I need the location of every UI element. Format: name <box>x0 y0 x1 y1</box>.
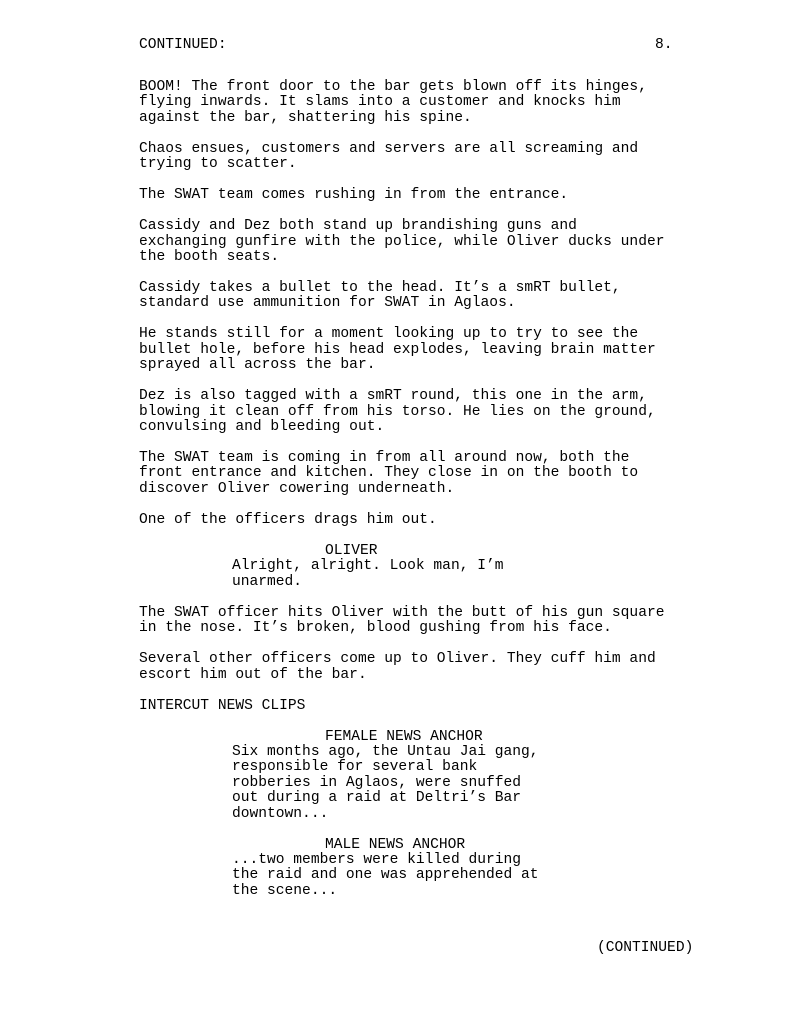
action-line: Cassidy takes a bullet to the head. It’s a smRT bullet, standard use ammunition for SWAT in Aglaos. <box>139 280 621 312</box>
dialogue-block <box>139 838 719 900</box>
action-line: He stands still for a moment looking up to try to see the bullet hole, before his head explodes, leaving brain matter sprayed all across the bar. <box>139 326 656 374</box>
character-name: FEMALE NEWS ANCHOR <box>325 728 483 745</box>
action-line: One of the officers drags him out. <box>139 511 437 528</box>
character-name: OLIVER <box>325 542 378 559</box>
character-name: MALE NEWS ANCHOR <box>325 836 466 853</box>
continued-footer: (CONTINUED) <box>597 940 694 956</box>
action-line: Cassidy and Dez both stand up brandishing guns and exchanging gunfire with the police, while Oliver ducks under the booth seats. <box>139 218 665 266</box>
dialogue-text: Alright, alright. Look man, I’m unarmed. <box>232 558 504 590</box>
action-line: BOOM! The front door to the bar gets blown off its hinges, flying inwards. It slams into a customer and knocks him against the bar, shattering his spine. <box>139 79 647 126</box>
dialogue-block <box>139 544 719 590</box>
action-line: Chaos ensues, customers and servers are all screaming and trying to scatter. <box>139 140 639 173</box>
transition-line: INTERCUT NEWS CLIPS <box>139 697 306 714</box>
dialogue-text: ...two members were killed during the raid and one was apprehended at the scene... <box>232 851 539 899</box>
action-line: Several other officers come up to Oliver. They cuff him and escort him out of the bar. <box>139 651 656 683</box>
script-body <box>139 80 719 915</box>
action-line: The SWAT team is coming in from all around now, both the front entrance and kitchen. They close in on the booth to discover Oliver cowering underneath. <box>139 450 639 497</box>
page-number: 8. <box>655 37 673 53</box>
continued-header: CONTINUED: <box>139 37 227 53</box>
dialogue-text: Six months ago, the Untau Jai gang, responsible for several bank robberies in Aglaos, were snuffed out during a raid at Deltri’s Bar downtown... <box>232 743 539 822</box>
dialogue-block <box>139 730 719 822</box>
action-line: The SWAT officer hits Oliver with the butt of his gun square in the nose. It’s broken, blood gushing from his face. <box>139 604 665 637</box>
action-line: The SWAT team comes rushing in from the entrance. <box>139 187 569 204</box>
action-line: Dez is also tagged with a smRT round, this one in the arm, blowing it clean off from his torso. He lies on the ground, convulsing and bleeding out. <box>139 388 656 436</box>
